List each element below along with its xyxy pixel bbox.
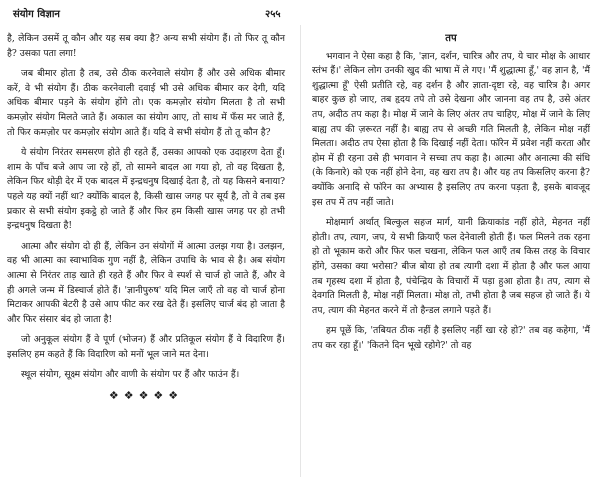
- paragraph: आत्मा और संयोग दो ही हैं, लेकिन उन संयोगों में आत्मा उलझ गया है। उलझन, वह भी आत्मा का स्वाभाविक गुण नहीं है, लेकिन उपाधि के भाव से है। अब संयोग आत्मा से निरंतर ताड़ खाते ही रहते हैं और फिर वे स्पर्श से चार्ज हो जाते हैं, और वे ही अगले जन्म में डिस्चार्ज होते हैं। 'ज्ञानीपुरुष' यदि मिल जाएँ तो वह वो चार्ज होना मिटाकर आपकी बेटरी है उसे आप फीट कर रख देते हैं। इसलिए चार्ज बंद हो जाता है और फिर संसार बंद हो जाता है!: [7, 240, 285, 325]
- paragraph: भगवान ने ऐसा कहा है कि, 'ज्ञान, दर्शन, चारित्र और तप, ये चार मोक्ष के आधार स्तंभ हैं।' लेकिन लोग उनकी खुद की भाषा में ले गए। 'मैं शुद्धात्मा हूँ,' वह ज्ञान है, 'मैं शुद्धात्मा हूँ' ऐसी प्रतीति रहे, वह दर्शन है और ज्ञाता-दृष्टा रहे, वह चारित्र है। अगर बाहर कुछ हो जाए, तब हृदय तपे तो उसे देखना और जानना वह तप है, उसे अंतर तप, अदीठ तप कहा है। मोक्ष में जाने के लिए अंतर तप चाहिए, मोक्ष में जाने के लिए बाह्य तप की ज़रूरत नहीं है। बाह्य तप से अच्छी गति मिलती है, लेकिन मोक्ष नहीं मिलता। अदीठ तप ऐसा होता है कि दिखाई नहीं देता। फॉरेन में प्रवेश नहीं करता और होम में ही रहना उसे ही भगवान ने सच्चा तप कहा है। आत्मा और अनात्मा की संधि (के किनारे) को एक नहीं होने देना, वह खरा तप है। और यह तप किसलिए करना है? क्योंकि अनादि से फॉरेन का अभ्यास है इसलिए तप करना पड़ता है, इसके बावजूद इस तप में तप नहीं जाते।: [312, 50, 590, 208]
- paragraph: स्थूल संयोग, सूक्ष्म संयोग और वाणी के संयोग पर हैं और फाउंन हैं।: [21, 369, 240, 381]
- paragraph: है, लेकिन उसमें तू कौन और यह सब क्या है? अन्य सभी संयोग हैं। तो फिर तू कौन है? उसका पता लगा!: [7, 33, 285, 59]
- column-gutter: [300, 25, 301, 477]
- paragraph: हम पूछें कि, 'तबियत ठीक नहीं है इसलिए नहीं खा रहे हो?' तब वह कहेगा, 'मैं तप कर रहा हूँ।' 'कितने दिन भूखे रहोगे?' तो वह: [312, 325, 590, 351]
- page-number: २५५: [265, 9, 281, 20]
- section-end-ornament: ❖❖❖❖❖: [108, 389, 184, 403]
- paragraph: जो अनुकूल संयोग हैं वे पूर्ण (भोजन) हैं और प्रतिकूल संयोग हैं वे विदारिण हैं। इसलिए हम कहते हैं कि विदारिण को मनों भूल जाने मत देना।: [7, 334, 285, 360]
- paragraph: ये संयोग निरंतर समसरण होते ही रहते हैं, उसका आपको एक उदाहरण देता हूँ। शाम के पाँच बजे आप जा रहे हों, तो सामने बादल आ गया हो, तो वह दिखता है, लेकिन फिर थोड़ी देर में एक बादल में इन्द्रधनुष दिखाई देता है, तो यह किसने बनाया? पहले यह क्यों नहीं था? क्योंकि बादल है, किसी खास जगह पर सूर्य है, तो वे तब इस प्रकार से सभी संयोग इकट्ठे हो जाते हैं और फिर हम किसी खास जगह पर हो तभी इन्द्रधनुष दिखता है!: [7, 147, 286, 232]
- paragraph: जब बीमार होता है तब, उसे ठीक करनेवाले संयोग हैं और उसे अधिक बीमार करें, वे भी संयोग हैं। ठीक करनेवाली दवाई भी उसे अधिक बीमार कर देगी, यदि अधिक बीमार पड़ने के संयोग होंगे तो। एक कमज़ोर संयोग मिलता है तो सभी कमज़ोर संयोग मिलते जाते हैं। अकाल का संयोग आए, तो साथ में फँस मर जाते हैं, तो फिर कमज़ोर पर कमज़ोर संयोग आते हैं। यदि वे सभी संयोग हैं तो तू कौन है?: [7, 68, 285, 138]
- paragraph: मोक्षमार्ग अर्थात् बिल्कुल सहज मार्ग, यानी क्रियाकांड नहीं होते, मेहनत नहीं होती। तप, त्याग, जप, ये सभी क्रियाएँ फल देनेवाली होती हैं। फल मिलने तक रहना हो तो भूकाम करो और फिर फल चखना, लेकिन फल आएँ तब किस तरह के विचार होंगे, उसका क्या भरोसा? बीज बोया हो तब त्यागी दशा में होता है और फल आया तब गृहस्थ दशा में होता है, पंचेन्द्रिय के विचारों में पड़ा हुआ होता है। तप, त्याग से देवगति मिलती है, मोक्ष नहीं मिलता। मोक्ष तो, तभी होता है जब सहज हो जाते हैं। ये तप, त्याग की मेहनत करने में तो हैन्डल लगाने पड़ते हैं।: [312, 217, 590, 316]
- running-head-title: संयोग विज्ञान: [13, 9, 60, 20]
- section-title: तप: [445, 33, 457, 44]
- right-column: [312, 32, 590, 359]
- left-column: [7, 32, 285, 404]
